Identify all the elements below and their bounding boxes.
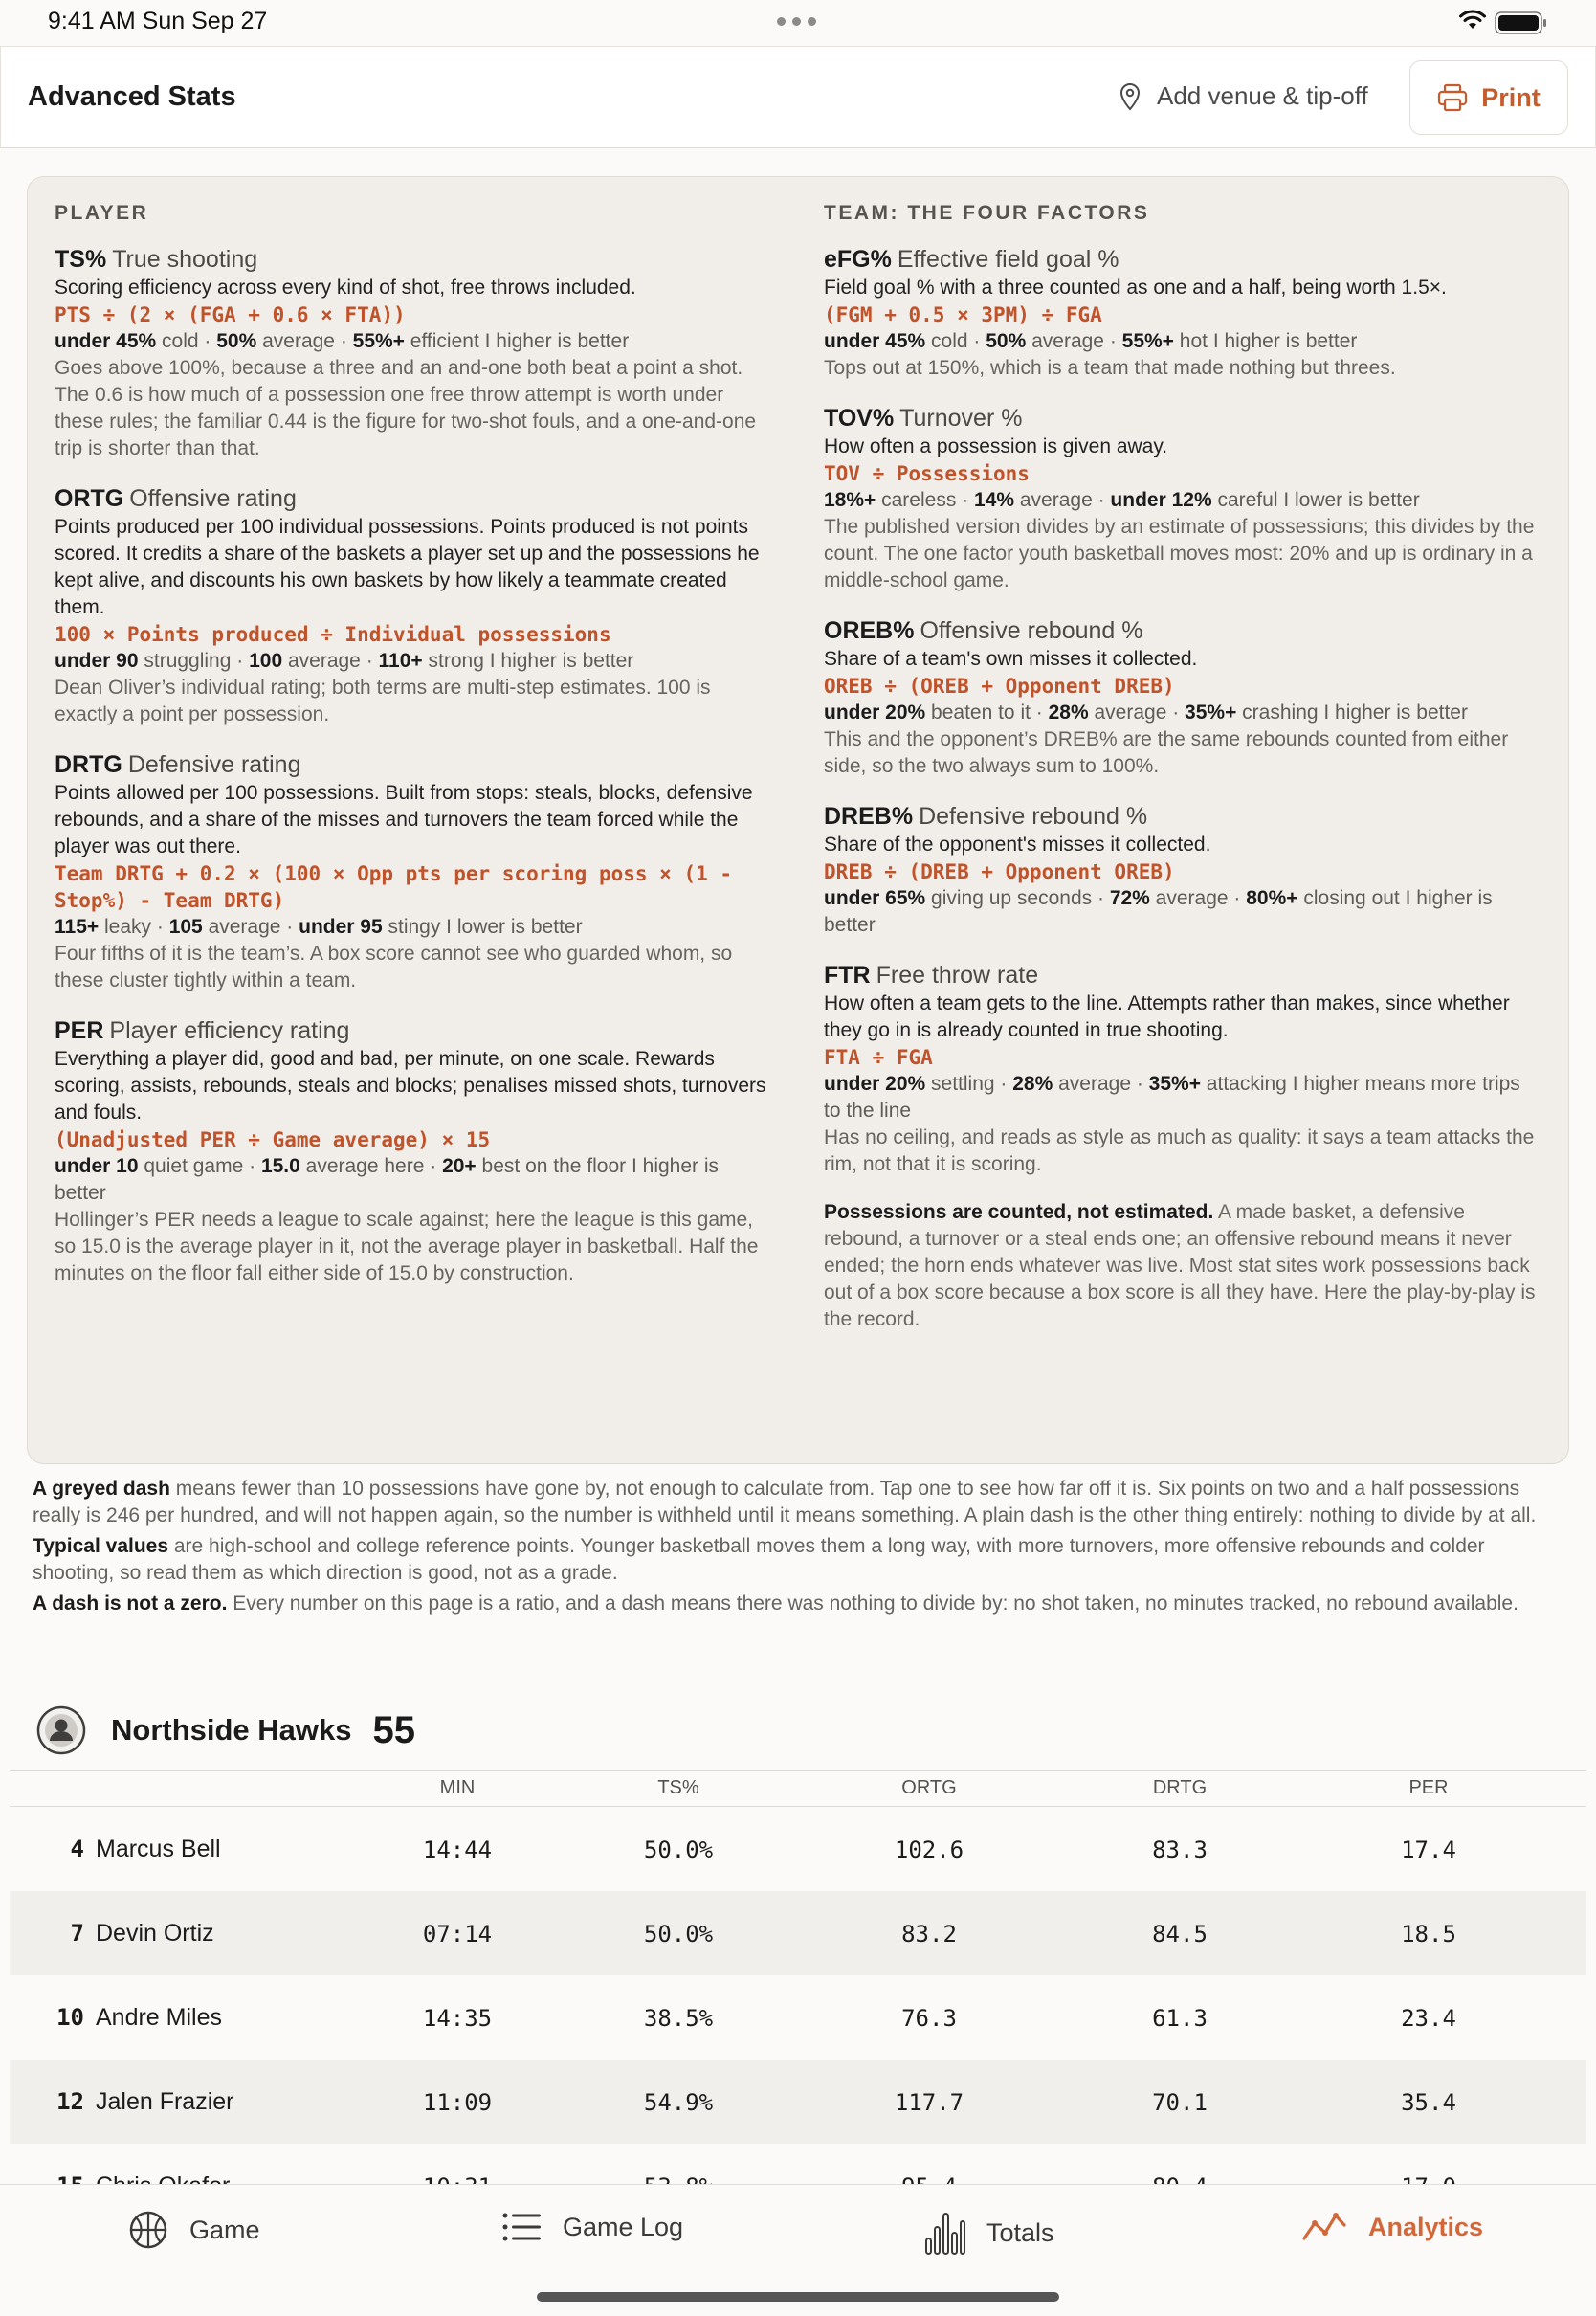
tab-totals-label: Totals (986, 2217, 1054, 2247)
stat-formula: OREB ÷ (OREB + Opponent DREB) (824, 675, 1175, 698)
stat-abbr: DRTG (55, 751, 122, 778)
stat-cell-drtg: 61.3 (1152, 2005, 1208, 2032)
stat-name (824, 801, 1540, 832)
team-factors-column (824, 202, 1540, 1333)
possessions-note-bold: Possessions are counted, not estimated. (824, 1201, 1214, 1223)
table-row[interactable] (10, 2060, 1586, 2144)
stat-definition-drtg (55, 749, 770, 994)
player-number: 10 (56, 2004, 84, 2031)
scale-label: settling · (925, 1073, 1013, 1095)
tab-analytics[interactable] (1301, 2210, 1483, 2244)
note-bold: A dash is not a zero. (33, 1592, 228, 1615)
player-number: 12 (56, 2088, 84, 2115)
tab-totals[interactable] (923, 2210, 1054, 2256)
team-factors-heading: TEAM: THE FOUR FACTORS (824, 202, 1150, 224)
scale-label: crashing I higher is better (1236, 701, 1468, 724)
stat-abbr: ORTG (55, 485, 124, 512)
stat-note: Tops out at 150%, which is a team that made nothing but threes. (824, 357, 1396, 379)
player-name: Devin Ortiz (96, 1920, 214, 1947)
stat-definition-dreb-pct (824, 801, 1540, 939)
scale-label: average · (1053, 1073, 1149, 1095)
player-name: Marcus Bell (96, 1836, 221, 1862)
stat-name (824, 960, 1540, 991)
table-row[interactable] (10, 1975, 1586, 2060)
stat-description: How often a possession is given away. (824, 435, 1168, 457)
basketball-icon (128, 2210, 168, 2250)
scale-label: average · (1026, 330, 1122, 352)
scale-label: best on the floor I higher is better (55, 1155, 720, 1204)
stat-abbr: TOV% (824, 405, 895, 432)
scale-value: 105 (168, 916, 203, 938)
scale-value: 110+ (378, 650, 423, 672)
add-venue-label: Add venue & tip-off (1157, 81, 1368, 110)
stat-cell-ortg: 76.3 (901, 2005, 957, 2032)
scale-label: average · (256, 330, 353, 352)
stat-name (824, 615, 1540, 646)
scale-label: cold · (156, 330, 217, 352)
table-row[interactable] (10, 1891, 1586, 1975)
scale-value: under 90 (55, 650, 139, 672)
stat-cell-ortg: 83.2 (901, 1921, 957, 1948)
scale-value: 72% (1109, 887, 1150, 909)
player-stats-column (55, 202, 770, 1308)
stat-note: Hollinger’s PER needs a league to scale against; here the league is this game, so 15.0 is the average player in it, not the average player in basketball. Half the minutes on the floor fall either side of 15.0 by construction. (55, 1209, 759, 1284)
stat-abbr: PER (55, 1017, 104, 1044)
scale-value: under 95 (299, 916, 383, 938)
team-avatar-icon (36, 1705, 86, 1755)
stat-cell-ts-pct: 38.5% (643, 2005, 714, 2032)
stat-formula: FTA ÷ FGA (824, 1046, 933, 1069)
status-bar (0, 0, 1596, 46)
scale-value: under 12% (1110, 489, 1212, 511)
stat-scale (55, 914, 770, 941)
stat-definition-ortg (55, 483, 770, 728)
home-indicator[interactable] (537, 2292, 1059, 2302)
team-header[interactable] (36, 1705, 415, 1755)
stat-formula: PTS ÷ (2 × (FGA + 0.6 × FTA)) (55, 303, 406, 326)
scale-value: 28% (1012, 1073, 1053, 1095)
multitasking-dots-icon[interactable] (777, 17, 816, 26)
scale-label: efficient I higher is better (404, 330, 630, 352)
stat-scale (55, 648, 770, 675)
stat-full-name: Defensive rebound % (919, 803, 1148, 830)
tab-analytics-label: Analytics (1368, 2212, 1484, 2241)
stat-cell-per: 18.5 (1401, 1921, 1456, 1948)
stat-description: Share of a team's own misses it collected. (824, 648, 1198, 670)
scale-label: beaten to it · (925, 701, 1049, 724)
stat-note: Goes above 100%, because a three and an and-one both beat a point a shot. The 0.6 is how much of a possession one free throw attempt is worth under these rules; the familiar 0.44 is the figure for two-shot fouls, and a one-and-one trip is shorter than that. (55, 357, 757, 459)
stat-cell-ts-pct: 54.9% (643, 2089, 714, 2116)
scale-value: 115+ (55, 916, 100, 938)
stat-full-name: Free throw rate (876, 962, 1039, 989)
stats-reference-card (27, 176, 1569, 1464)
note-dash-not-zero (33, 1591, 1569, 1617)
scale-label: careful I lower is better (1211, 489, 1420, 511)
player-number: 7 (70, 1920, 84, 1947)
scale-label: attacking I higher means more trips to the line (824, 1073, 1520, 1122)
scale-value: under 65% (824, 887, 926, 909)
tab-game-label: Game (189, 2215, 260, 2244)
stat-note: This and the opponent’s DREB% are the same rebounds counted from either side, so the two always sum to 100%. (824, 728, 1509, 777)
stat-abbr: OREB% (824, 617, 915, 644)
team-score: 55 (372, 1708, 416, 1751)
stat-cell-drtg: 84.5 (1152, 1921, 1208, 1948)
note-text: means fewer than 10 possessions have gone by, not enough to calculate from. Tap one to see how far off it is. Six points on two and a half possessions really is 246 per hundred, and will not happen again, so the number is withheld until it means something. A plain dash is the other thing entirely: nothing to divide by at all. (33, 1478, 1537, 1526)
scale-label: hot I higher is better (1173, 330, 1358, 352)
note-typical-values (33, 1533, 1569, 1587)
tab-bar (0, 2184, 1596, 2316)
scale-value: 35%+ (1148, 1073, 1201, 1095)
scale-label: careless · (876, 489, 974, 511)
team-name: Northside Hawks (111, 1713, 352, 1747)
stat-cell-ts-pct: 50.0% (643, 1837, 714, 1863)
scale-value: 100 (249, 650, 283, 672)
stat-definition-oreb-pct (824, 615, 1540, 780)
scale-label: average here · (299, 1155, 443, 1177)
add-venue-button[interactable] (1119, 81, 1368, 111)
page-title: Advanced Stats (28, 81, 236, 112)
stat-cell-ts-pct: 50.0% (643, 1921, 714, 1948)
stat-note: Dean Oliver’s individual rating; both terms are multi-step estimates. 100 is exactly a point per possession. (55, 677, 711, 725)
stat-name (55, 244, 770, 275)
note-greyed-dash (33, 1476, 1569, 1529)
stat-description: Everything a player did, good and bad, per minute, on one scale. Rewards scoring, assists, rebounds, steals and blocks; penalises missed shots, turnovers and fouls. (55, 1048, 766, 1124)
scale-label: average · (282, 650, 379, 672)
stat-cell-min: 14:44 (422, 1837, 493, 1863)
note-bold: A greyed dash (33, 1478, 170, 1500)
scale-value: 14% (974, 489, 1015, 511)
scale-label: strong I higher is better (422, 650, 634, 672)
column-header-ts[interactable]: TS% (657, 1777, 699, 1798)
scale-label: leaky · (99, 916, 169, 938)
player-name: Jalen Frazier (96, 2088, 234, 2115)
printer-icon (1437, 83, 1468, 112)
battery-icon (1495, 11, 1548, 34)
scale-value: 15.0 (260, 1155, 300, 1177)
stat-definition-tov-pct (824, 403, 1540, 594)
stat-note: Four fifths of it is the team’s. A box score cannot see who guarded whom, so these cluster tightly within a team. (55, 943, 733, 991)
column-header-min[interactable]: MIN (439, 1777, 476, 1798)
scale-label: giving up seconds · (925, 887, 1110, 909)
scale-value: under 45% (824, 330, 926, 352)
stat-formula: DREB ÷ (DREB + Opponent OREB) (824, 860, 1175, 883)
scale-value: under 20% (824, 701, 926, 724)
stat-cell-drtg: 70.1 (1152, 2089, 1208, 2116)
bar-chart-icon (923, 2210, 965, 2256)
stat-name (824, 403, 1540, 434)
footnotes (33, 1476, 1569, 1621)
scale-value: 55%+ (1121, 330, 1174, 352)
stat-cell-ortg: 102.6 (894, 1837, 964, 1863)
stat-scale (55, 1153, 770, 1207)
stat-description: How often a team gets to the line. Attempts rather than makes, since whether they go in is already counted in true shooting. (824, 992, 1510, 1041)
scale-value: under 10 (55, 1155, 139, 1177)
stat-full-name: Player efficiency rating (109, 1017, 350, 1044)
stat-definition-ftr (824, 960, 1540, 1178)
status-time: 9:41 AM Sun Sep 27 (48, 8, 268, 34)
stat-cell-min: 11:09 (422, 2089, 493, 2116)
column-header-ortg[interactable]: ORTG (901, 1777, 957, 1798)
stat-description: Share of the opponent's misses it collected. (824, 834, 1211, 856)
possessions-note-text: A made basket, a defensive rebound, a turnover or a steal ends one; an offensive rebound means it never ended; the horn ends whatever was live. Most stat sites work possessions back out of a box score because a box score is all they have. Here the play-by-play is the record. (824, 1201, 1536, 1330)
print-button[interactable] (1409, 60, 1568, 135)
scale-label: cold · (925, 330, 986, 352)
stat-name (55, 749, 770, 780)
scale-value: 55%+ (352, 330, 405, 352)
note-text: Every number on this page is a ratio, and a dash means there was nothing to divide by: no shot taken, no minutes tracked, no rebound available. (227, 1592, 1518, 1615)
stat-full-name: True shooting (112, 246, 258, 273)
stat-note: Has no ceiling, and reads as style as much as quality: it says a team attacks the rim, not that it is scoring. (824, 1126, 1535, 1175)
stat-name (55, 483, 770, 514)
stat-abbr: TS% (55, 246, 107, 273)
scale-label: average · (1014, 489, 1111, 511)
print-label: Print (1481, 82, 1541, 112)
stat-definition-efg-pct (824, 244, 1540, 382)
possessions-note (824, 1199, 1540, 1333)
scale-value: 35%+ (1185, 701, 1237, 724)
scale-label: average · (202, 916, 299, 938)
player-number: 4 (70, 1836, 84, 1862)
scale-value: 20+ (442, 1155, 477, 1177)
scale-value: 18%+ (824, 489, 876, 511)
stat-description: Scoring efficiency across every kind of shot, free throws included. (55, 277, 636, 299)
stat-full-name: Turnover % (899, 405, 1023, 432)
stat-note: The published version divides by an estimate of possessions; this divides by the count. The one factor youth basketball moves most: 20% and up is ordinary in a middle-school game. (824, 516, 1535, 591)
stat-cell-ortg: 117.7 (894, 2089, 964, 2116)
stat-full-name: Effective field goal % (897, 246, 1119, 273)
list-icon (501, 2210, 542, 2244)
stat-definition-ts-pct (55, 244, 770, 462)
stat-cell-per: 17.4 (1401, 1837, 1456, 1863)
scale-value: 50% (216, 330, 257, 352)
note-bold: Typical values (33, 1535, 169, 1557)
table-header (10, 1770, 1586, 1807)
scale-label: average · (1088, 701, 1186, 724)
stat-cell-per: 23.4 (1401, 2005, 1456, 2032)
stat-abbr: FTR (824, 962, 871, 989)
stat-abbr: DREB% (824, 803, 914, 830)
stat-cell-drtg: 83.3 (1152, 1837, 1208, 1863)
location-pin-icon (1119, 82, 1142, 111)
scale-label: struggling · (138, 650, 250, 672)
stat-description: Field goal % with a three counted as one and a half, being worth 1.5×. (824, 277, 1447, 299)
scale-value: under 45% (55, 330, 157, 352)
wifi-icon (1458, 10, 1487, 31)
stat-cell-min: 14:35 (422, 2005, 493, 2032)
stat-description: Points produced per 100 individual possessions. Points produced is not points scored. It credits a share of the baskets a player set up and the possessions he kept alive, and discounts his own baskets by how likely a teammate created them. (55, 516, 760, 618)
stat-definition-per (55, 1015, 770, 1287)
scale-label: quiet game · (138, 1155, 261, 1177)
scale-value: 28% (1048, 701, 1089, 724)
table-row[interactable] (10, 1807, 1586, 1891)
stat-description: Points allowed per 100 possessions. Built from stops: steals, blocks, defensive rebounds, and a share of the misses and turnovers the team forced while the player was out there. (55, 782, 753, 857)
column-header-drtg[interactable]: DRTG (1152, 1777, 1208, 1798)
stat-full-name: Offensive rebound % (920, 617, 1143, 644)
top-bar (0, 46, 1596, 148)
stat-cell-min: 07:14 (422, 1921, 493, 1948)
stat-formula: (Unadjusted PER ÷ Game average) × 15 (55, 1128, 491, 1151)
tab-game-log[interactable] (501, 2210, 683, 2244)
stat-name (824, 244, 1540, 275)
tab-game-log-label: Game Log (563, 2212, 684, 2241)
stat-scale (824, 700, 1540, 726)
stat-scale (824, 1071, 1540, 1125)
stat-scale (824, 487, 1540, 514)
note-text: are high-school and college reference points. Younger basketball moves them a long way, with more turnovers, more offensive rebounds and colder shooting, so read them as which direction is good, not as a grade. (33, 1535, 1485, 1584)
stat-full-name: Offensive rating (129, 485, 297, 512)
stat-scale (55, 328, 770, 355)
scale-value: under 20% (824, 1073, 926, 1095)
scale-value: 80%+ (1246, 887, 1298, 909)
stat-formula: (FGM + 0.5 × 3PM) ÷ FGA (824, 303, 1102, 326)
stat-scale (824, 885, 1540, 939)
stat-name (55, 1015, 770, 1046)
scale-label: stingy I lower is better (382, 916, 583, 938)
tab-game[interactable] (128, 2210, 260, 2250)
player-heading: PLAYER (55, 202, 149, 224)
trend-line-icon (1301, 2210, 1347, 2244)
stat-formula: TOV ÷ Possessions (824, 462, 1030, 485)
scale-label: average · (1149, 887, 1247, 909)
stat-formula: Team DRTG + 0.2 × (100 × Opp pts per scoring poss × (1 - Stop%) - Team DRTG) (55, 862, 733, 912)
column-header-per[interactable]: PER (1408, 1777, 1449, 1798)
player-stats-table (10, 1770, 1586, 2228)
player-name: Andre Miles (96, 2004, 222, 2031)
scale-value: 50% (986, 330, 1027, 352)
scale-label: closing out I higher is better (824, 887, 1493, 936)
stat-formula: 100 × Points produced ÷ Individual possessions (55, 623, 611, 646)
stat-cell-per: 35.4 (1401, 2089, 1456, 2116)
stat-abbr: eFG% (824, 246, 892, 273)
stat-scale (824, 328, 1540, 355)
stat-full-name: Defensive rating (127, 751, 301, 778)
